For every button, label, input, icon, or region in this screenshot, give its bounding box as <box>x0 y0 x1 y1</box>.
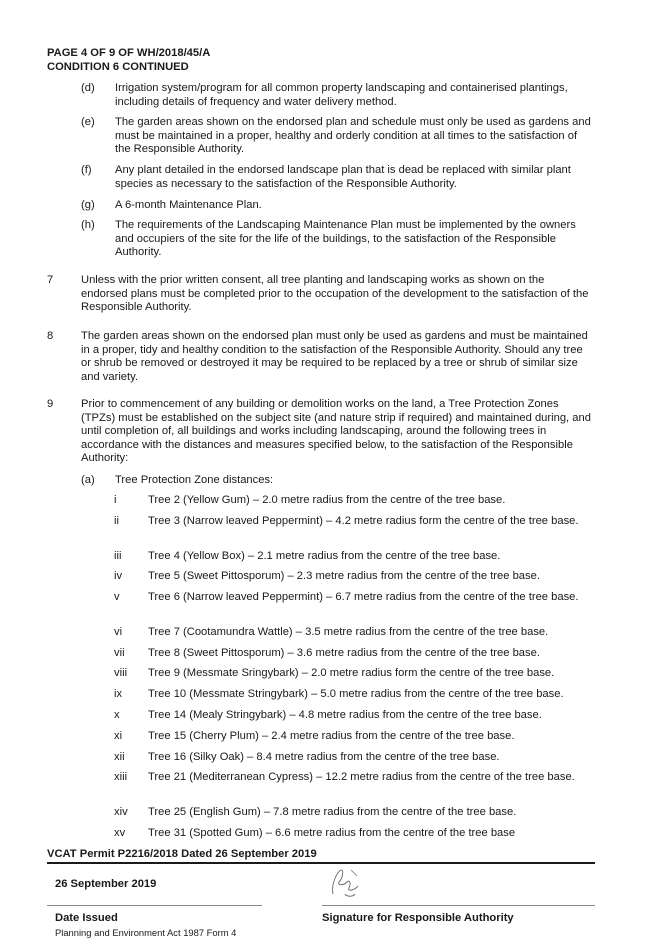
item-label: xiv <box>114 806 128 818</box>
issue-date-value: 26 September 2019 <box>55 878 157 890</box>
item-label: (g) <box>81 199 95 211</box>
footer-divider <box>47 862 595 864</box>
item-label: ii <box>114 515 119 527</box>
form-reference: Planning and Environment Act 1987 Form 4 <box>55 927 237 938</box>
item-text: Tree 8 (Sweet Pittosporum) – 3.6 metre radius from the centre of the tree base. <box>148 647 540 659</box>
signature-line <box>322 905 595 906</box>
item-label: (h) <box>81 219 95 231</box>
item-label: (e) <box>81 116 95 128</box>
condition-text: Unless with the prior written consent, all tree planting and landscaping works as shown on the endorsed plans must be completed prior to the occupation of the development to the satisfaction of the Responsible Authority. <box>81 274 589 314</box>
condition-text: The garden areas shown on the endorsed plan must only be used as gardens and must be maintained in a proper, tidy and healthy condition to the satisfaction of the Responsible Authority. Should any tree or shrub be removed or destroyed it may be required to be replaced by a tree or shrub of similar size and variety. <box>81 330 588 383</box>
date-issued-label: Date Issued <box>55 912 118 924</box>
item-text: Tree 14 (Mealy Stringybark) – 4.8 metre radius from the centre of the tree base. <box>148 709 542 721</box>
page-number: PAGE 4 OF 9 OF WH/2018/45/A <box>47 47 211 59</box>
item-label: i <box>114 494 117 506</box>
item-label: vii <box>114 647 125 659</box>
item-label: xv <box>114 827 126 839</box>
item-text: Tree Protection Zone distances: <box>115 474 274 486</box>
item-text: Tree 6 (Narrow leaved Peppermint) – 6.7 metre radius from the centre of the tree base. <box>148 591 579 603</box>
condition-number: 7 <box>47 274 54 286</box>
item-text: Tree 4 (Yellow Box) – 2.1 metre radius from the centre of the tree base. <box>148 550 501 562</box>
item-text: Tree 9 (Messmate Sringybark) – 2.0 metre radius form the centre of the tree base. <box>148 667 555 679</box>
item-text: A 6-month Maintenance Plan. <box>115 199 262 211</box>
item-label: xi <box>114 730 123 742</box>
item-text: The requirements of the Landscaping Maintenance Plan must be implemented by the owners and occupiers of the site for the life of the buildings, to the satisfaction of the Responsible Authority. <box>115 219 576 259</box>
item-text: The garden areas shown on the endorsed plan and schedule must only be used as gardens and must be maintained in a proper, healthy and orderly condition at all times to the satisfaction of the Responsible Authority. <box>115 116 591 156</box>
item-label: (d) <box>81 82 95 94</box>
condition-text: Prior to commencement of any building or demolition works on the land, a Tree Protection Zones (TPZs) must be established on the subject site (and nature strip if required) and maintained during, and until completion of, all buildings and works including landscaping, around the following trees in accordance with the distances and measures specified below, to the satisfaction of the Responsible Authority: <box>81 398 591 465</box>
item-text: Tree 31 (Spotted Gum) – 6.6 metre radius from the centre of the tree base <box>148 827 516 839</box>
item-text: Tree 10 (Messmate Stringybark) – 5.0 metre radius from the centre of the tree base. <box>148 688 564 700</box>
item-label: ix <box>114 688 123 700</box>
item-text: Tree 2 (Yellow Gum) – 2.0 metre radius from the centre of the tree base. <box>148 494 506 506</box>
item-label: iv <box>114 570 123 582</box>
item-label: x <box>114 709 120 721</box>
item-text: Tree 7 (Cootamundra Wattle) – 3.5 metre radius from the centre of the tree base. <box>148 626 549 638</box>
item-text: Tree 15 (Cherry Plum) – 2.4 metre radius from the centre of the tree base. <box>148 730 515 742</box>
page-header <box>47 47 210 74</box>
signature-label: Signature for Responsible Authority <box>322 912 514 924</box>
item-text: Tree 3 (Narrow leaved Peppermint) – 4.2 metre radius form the centre of the tree base. <box>148 515 579 527</box>
item-label: xiii <box>114 771 128 783</box>
item-text: Irrigation system/program for all common property landscaping and containerised plantings, including details of frequency and water delivery method. <box>115 82 568 108</box>
signature-icon <box>325 864 365 902</box>
condition-number: 8 <box>47 330 54 342</box>
item-text: Tree 25 (English Gum) – 7.8 metre radius from the centre of the tree base. <box>148 806 517 818</box>
item-label: v <box>114 591 120 603</box>
item-text: Tree 21 (Mediterranean Cypress) – 12.2 metre radius from the centre of the tree base. <box>148 771 575 783</box>
item-label: xii <box>114 751 125 763</box>
condition-number: 9 <box>47 398 54 410</box>
condition-continued-heading: CONDITION 6 CONTINUED <box>47 60 189 73</box>
item-label: (a) <box>81 474 95 486</box>
permit-reference: VCAT Permit P2216/2018 Dated 26 September 2019 <box>47 848 317 860</box>
item-label: vi <box>114 626 123 638</box>
item-text: Any plant detailed in the endorsed landscape plan that is dead be replaced with similar plant species as necessary to the satisfaction of the Responsible Authority. <box>115 164 571 190</box>
item-label: (f) <box>81 164 92 176</box>
item-label: iii <box>114 550 122 562</box>
item-text: Tree 5 (Sweet Pittosporum) – 2.3 metre radius from the centre of the tree base. <box>148 570 540 582</box>
date-line <box>47 905 262 906</box>
item-label: viii <box>114 667 128 679</box>
item-text: Tree 16 (Silky Oak) – 8.4 metre radius from the centre of the tree base. <box>148 751 500 763</box>
